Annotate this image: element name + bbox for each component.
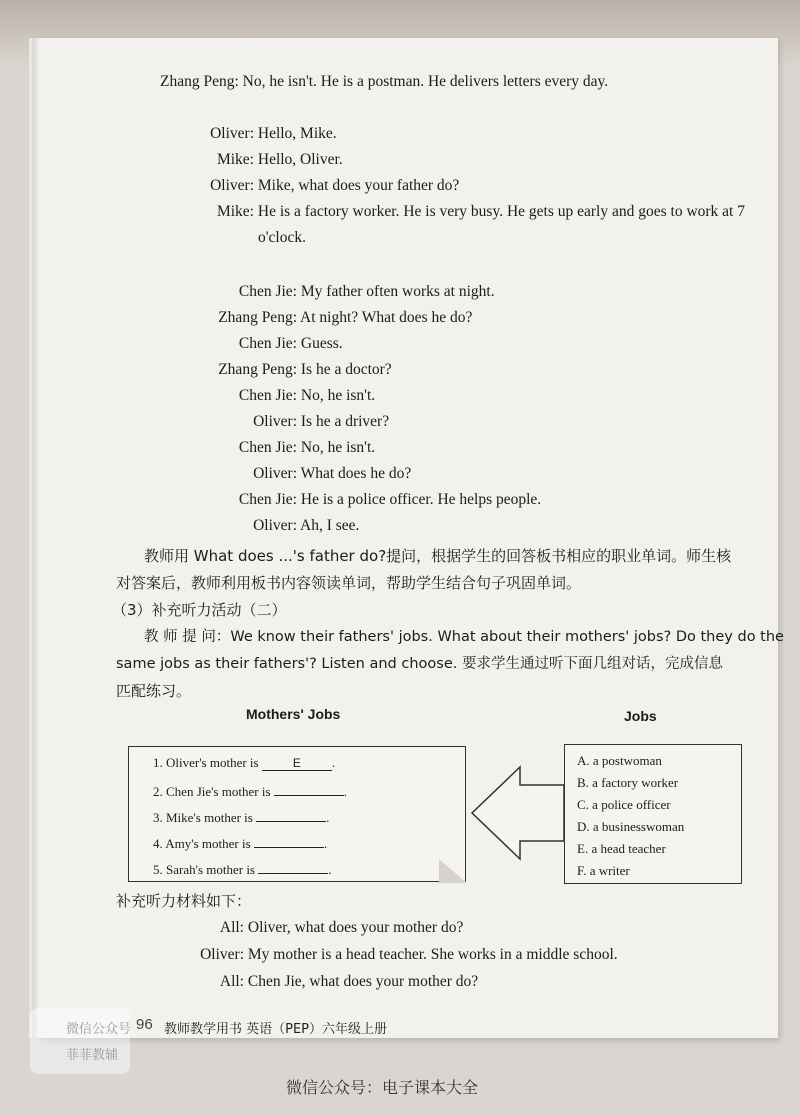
speaker: Oliver: (200, 946, 244, 963)
section-heading: （3）补充听力活动（二） (112, 601, 287, 619)
answer-blank[interactable] (274, 781, 344, 796)
item-label: 5. Sarah's mother is (153, 862, 255, 877)
speaker: Zhang Peng: (218, 309, 297, 326)
speaker: Chen Jie: (238, 387, 297, 404)
dialogue-line (160, 72, 608, 92)
job-option: E. a head teacher (577, 841, 666, 856)
dialogue-line (160, 124, 337, 144)
item-label: 2. Chen Jie's mother is (153, 784, 271, 799)
utterance: No, he isn't. He is a postman. He delivers letters every day. (242, 73, 609, 90)
mothers-jobs-box (128, 746, 466, 882)
dialogue-line (160, 176, 459, 196)
speaker: Mike: (216, 151, 254, 168)
utterance: Mike, what does your father do? (257, 177, 460, 194)
utterance: Oliver, what does your mother do? (247, 919, 464, 936)
paragraph-line: 对答案后，教师利用板书内容领读单词，帮助学生结合句子巩固单词。 (116, 574, 582, 592)
speaker: Oliver: (253, 465, 297, 482)
utterance: Guess. (300, 335, 343, 352)
item-end: . (328, 862, 332, 877)
item-end: . (343, 784, 348, 799)
dialogue-line (160, 918, 463, 938)
utterance: My father often works at night. (300, 283, 495, 300)
speaker: Oliver: (210, 177, 254, 194)
item-end: . (323, 836, 328, 851)
speaker: Chen Jie: (238, 283, 297, 300)
matching-item (153, 833, 327, 852)
utterance: Chen Jie, what does your mother do? (247, 973, 479, 990)
dialogue-line-continued (258, 228, 306, 248)
speaker: Chen Jie: (238, 491, 297, 508)
dialogue-line (160, 490, 541, 510)
job-option: F. a writer (577, 863, 630, 878)
item-label: 4. Amy's mother is (153, 836, 251, 851)
matching-item (153, 859, 332, 878)
item-label: 3. Mike's mother is (153, 810, 253, 825)
utterance: Hello, Mike. (257, 125, 337, 142)
utterance: Is he a doctor? (300, 361, 392, 378)
utterance: He is a police officer. He helps people. (300, 491, 542, 508)
utterance: No, he isn't. (300, 387, 376, 404)
dialogue-line (160, 438, 375, 458)
job-option: C. a police officer (577, 797, 671, 812)
utterance: He is a factory worker. He is very busy. He gets up early and goes to work at 7 (257, 203, 745, 220)
matching-item (153, 755, 335, 771)
item-end: . (331, 755, 336, 770)
page-number: 96 (136, 1016, 153, 1033)
dialogue-line (160, 972, 478, 992)
book-title: 教师教学用书 英语（PEP）六年级上册 (164, 1022, 388, 1037)
speaker: Oliver: (253, 413, 297, 430)
paragraph-line: same jobs as their fathers'? Listen and choose. 要求学生通过听下面几组对话，完成信息 (116, 656, 723, 672)
speaker: Chen Jie: (238, 439, 297, 456)
answer-blank[interactable]: E (262, 756, 332, 771)
utterance: Is he a driver? (300, 413, 390, 430)
page-curl-decoration (439, 859, 467, 883)
speaker: Oliver: (253, 517, 297, 534)
speaker: Oliver: (210, 125, 254, 142)
dialogue-line (160, 945, 618, 965)
job-option: A. a postwoman (577, 753, 662, 768)
dialogue-line (160, 464, 411, 484)
matching-item (153, 781, 347, 800)
dialogue-line (160, 282, 495, 302)
figure-title-mothers-jobs: Mothers' Jobs (246, 706, 341, 722)
jobs-box (564, 744, 742, 884)
dialogue-line (160, 386, 375, 406)
dialogue-line (160, 516, 359, 536)
speaker: Zhang Peng: (160, 73, 239, 90)
utterance: No, he isn't. (300, 439, 376, 456)
item-end: . (326, 810, 330, 825)
bottom-caption: 微信公众号：电子课本大全 (286, 1078, 479, 1097)
watermark-line-1: 微信公众号 (66, 1022, 132, 1037)
speaker: Mike: (216, 203, 254, 220)
dialogue-line (160, 308, 472, 328)
utterance: o'clock. (258, 229, 306, 246)
speaker: Zhang Peng: (218, 361, 297, 378)
speaker: All: (219, 973, 244, 990)
item-label: 1. Oliver's mother is (153, 755, 259, 770)
left-arrow-icon (464, 765, 566, 861)
speaker: Chen Jie: (238, 335, 297, 352)
paragraph-line: 匹配练习。 (116, 682, 192, 700)
answer-blank[interactable] (258, 859, 328, 874)
utterance: What does he do? (300, 465, 412, 482)
paragraph-line: 教师用 What does ...'s father do?提问，根据学生的回答板书相应的职业单词。师生核 (144, 547, 732, 565)
utterance: Ah, I see. (300, 517, 360, 534)
job-option: B. a factory worker (577, 775, 679, 790)
dialogue-line (160, 334, 343, 354)
matching-item (153, 807, 329, 826)
utterance: My mother is a head teacher. She works in a middle school. (247, 946, 618, 963)
material-heading: 补充听力材料如下： (116, 892, 252, 910)
figure-title-jobs: Jobs (624, 708, 657, 724)
dialogue-line (160, 150, 343, 170)
dialogue-line (160, 412, 389, 432)
watermark-line-2: 菲菲教辅 (66, 1048, 119, 1063)
utterance: At night? What does he do? (300, 309, 473, 326)
dialogue-line (160, 360, 392, 380)
job-option: D. a businesswoman (577, 819, 685, 834)
answer-blank[interactable] (256, 807, 326, 822)
paragraph-line: 教 师 提 问：We know their fathers' jobs. What about their mothers' jobs? Do they do the (144, 629, 784, 645)
speaker: All: (219, 919, 244, 936)
utterance: Hello, Oliver. (257, 151, 343, 168)
dialogue-line (160, 202, 745, 222)
answer-blank[interactable] (254, 833, 324, 848)
